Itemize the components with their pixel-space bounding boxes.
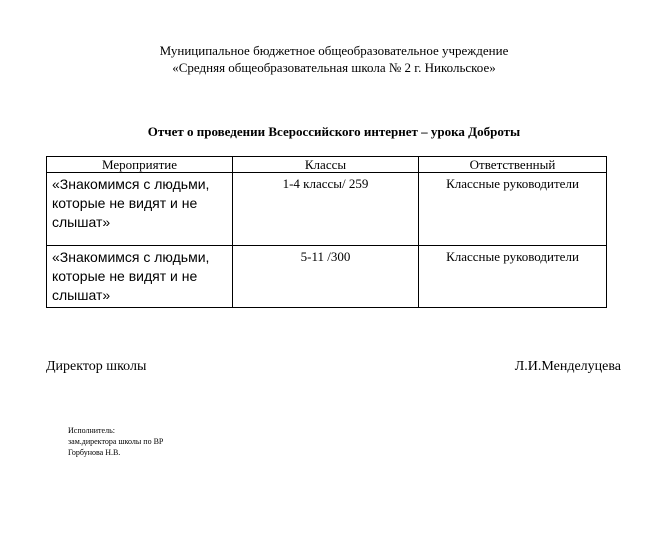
event-cell: «Знакомимся с людьми, которые не видят и не слышат» <box>47 246 233 308</box>
school-header-line1: Муниципальное бюджетное общеобразовательное учреждение <box>159 43 509 58</box>
report-table <box>46 156 607 308</box>
table-row <box>47 173 607 246</box>
responsible-cell: Классные руководители <box>419 246 607 308</box>
school-header-line2: «Средняя общеобразовательная школа № 2 г. Никольское» <box>172 60 496 75</box>
school-header <box>0 42 668 76</box>
event-cell: «Знакомимся с людьми, которые не видят и не слышат» <box>47 173 233 246</box>
executor-name: Горбунова Н.В. <box>68 448 121 457</box>
table-header-row <box>47 157 607 173</box>
column-header-responsible: Ответственный <box>419 157 607 173</box>
executor-position: зам.директора школы по ВР <box>68 437 164 446</box>
column-header-classes: Классы <box>233 157 419 173</box>
classes-cell: 5-11 /300 <box>233 246 419 308</box>
executor-label: Исполнитель: <box>68 426 115 435</box>
table-row <box>47 246 607 308</box>
director-name: Л.И.Менделуцева <box>514 359 621 374</box>
director-label: Директор школы <box>46 359 147 374</box>
report-title: Отчет о проведении Всероссийского интернет – урока Доброты <box>147 124 521 139</box>
responsible-cell: Классные руководители <box>419 173 607 246</box>
executor-block <box>68 425 163 458</box>
column-header-event: Мероприятие <box>47 157 233 173</box>
classes-cell: 1-4 классы/ 259 <box>233 173 419 246</box>
